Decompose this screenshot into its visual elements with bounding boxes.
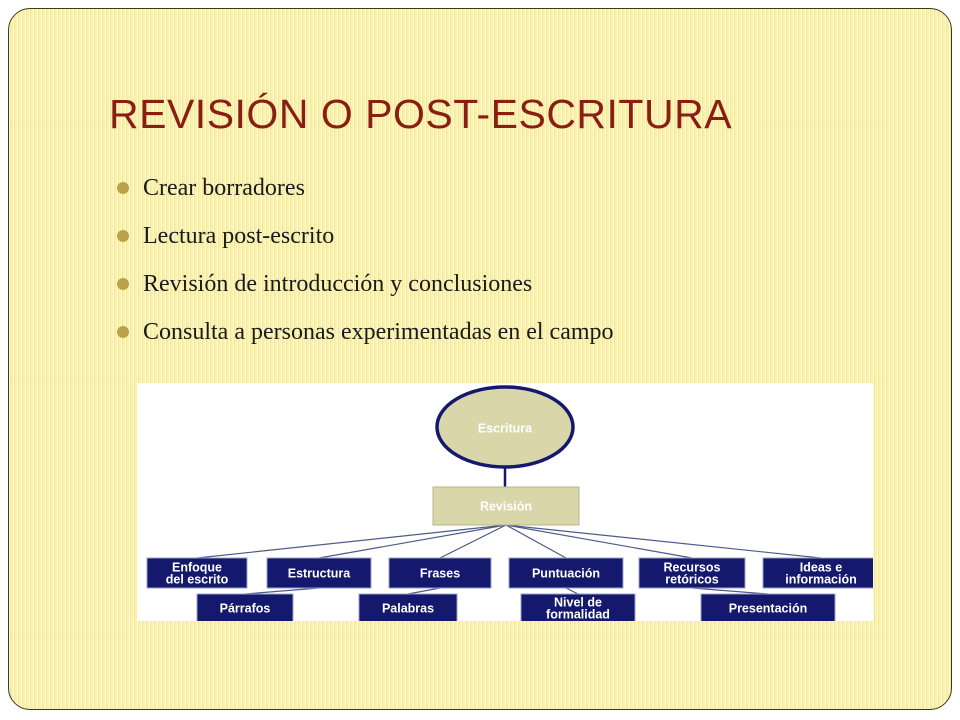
center-label: Revisión (479, 499, 533, 514)
bullet-item (115, 217, 614, 265)
connector-line (408, 588, 440, 594)
revision-diagram (137, 383, 873, 621)
connector-line (197, 525, 506, 558)
bottom-node-label: Párrafos (219, 601, 271, 616)
root-label: Escritura (477, 421, 533, 436)
top-node-label: Ideas e información (785, 560, 857, 587)
bullet-item (115, 169, 614, 217)
slide (8, 8, 952, 710)
bullet-list (115, 169, 614, 361)
connector-line (245, 588, 319, 594)
bullet-text: Revisión de introducción y conclusiones (143, 271, 533, 297)
top-node-label: Enfoque del escrito (165, 560, 229, 587)
bullet-dot-icon (117, 230, 129, 242)
diagram-canvas (137, 383, 873, 621)
top-node-label: Recursos retóricos (663, 560, 721, 587)
bottom-node-label: Nivel de formalidad (546, 595, 610, 621)
top-node-label: Estructura (287, 566, 351, 581)
bullet-dot-icon (117, 182, 129, 194)
bullet-dot-icon (117, 278, 129, 290)
bullet-text: Lectura post-escrito (143, 223, 335, 249)
bullet-dot-icon (117, 326, 129, 338)
top-node-label: Puntuación (531, 566, 601, 581)
slide-title: REVISIÓN O POST-ESCRITURA (109, 91, 733, 137)
connector-line (440, 525, 506, 558)
connector-line (566, 588, 578, 594)
bullet-item (115, 265, 614, 313)
bottom-node-label: Palabras (381, 601, 435, 616)
top-node-label: Frases (419, 566, 461, 581)
bullet-item (115, 313, 614, 361)
connector-line (692, 588, 768, 594)
bottom-node-label: Presentación (728, 601, 808, 616)
bullet-text: Crear borradores (143, 175, 305, 201)
bullet-text: Consulta a personas experimentadas en el campo (143, 319, 614, 345)
